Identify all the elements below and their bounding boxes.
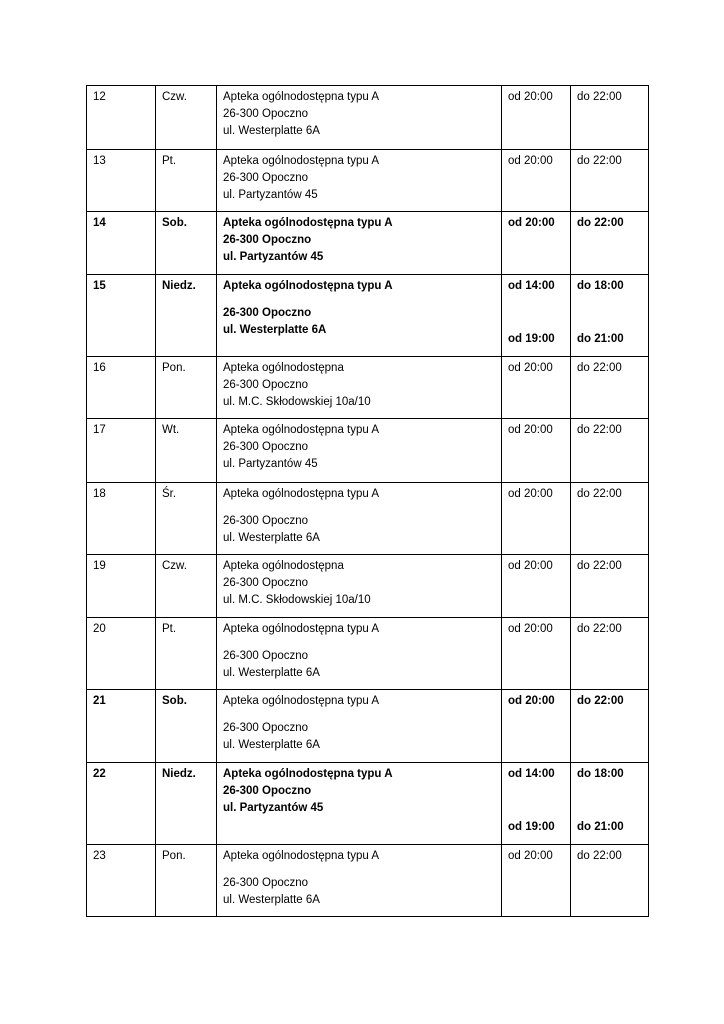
day-number-cell: 13: [87, 150, 156, 212]
day-number-cell: 23: [87, 845, 156, 917]
pharmacy-address-cell: [217, 555, 502, 618]
start-time: od 20:00: [508, 695, 555, 707]
pharmacy-name: Apteka ogólnodostępna typu A: [223, 850, 380, 862]
table-row: [87, 275, 649, 357]
opening-time-cell: [502, 618, 571, 690]
start-time: od 20:00: [508, 488, 553, 500]
pharmacy-address-cell: [217, 275, 502, 357]
day-of-week-cell: Pon.: [156, 845, 217, 917]
start-time: od 20:00: [508, 560, 553, 572]
pharmacy-name: Apteka ogólnodostępna typu A: [223, 695, 380, 707]
closing-time-cell: [571, 763, 649, 845]
pharmacy-name: Apteka ogólnodostępna typu A: [223, 623, 380, 635]
start-time: od 20:00: [508, 850, 553, 862]
table-row: [87, 763, 649, 845]
pharmacy-name: Apteka ogólnodostępna typu A: [223, 488, 380, 500]
pharmacy-postal-city: 26-300 Opoczno: [223, 307, 312, 319]
day-number-cell: 14: [87, 212, 156, 275]
end-time: do 21:00: [577, 821, 624, 833]
pharmacy-postal-city: 26-300 Opoczno: [223, 785, 312, 797]
pharmacy-address-cell: [217, 763, 502, 845]
day-of-week-cell: Sob.: [156, 690, 217, 763]
table-row: [87, 419, 649, 483]
end-time: do 18:00: [577, 280, 624, 292]
start-time: od 14:00: [508, 280, 555, 292]
closing-time-cell: [571, 150, 649, 212]
pharmacy-name: Apteka ogólnodostępna typu A: [223, 217, 393, 229]
pharmacy-postal-city: 26-300 Opoczno: [223, 577, 309, 589]
table-row: [87, 618, 649, 690]
pharmacy-street: ul. Partyzantów 45: [223, 458, 318, 470]
schedule-body: [87, 86, 649, 917]
pharmacy-street: ul. Westerplatte 6A: [223, 894, 320, 906]
opening-time-cell: [502, 763, 571, 845]
day-of-week-cell: Niedz.: [156, 275, 217, 357]
pharmacy-postal-city: 26-300 Opoczno: [223, 441, 309, 453]
pharmacy-name: Apteka ogólnodostępna typu A: [223, 768, 393, 780]
duty-schedule-table: [86, 85, 649, 917]
closing-time-cell: [571, 690, 649, 763]
pharmacy-postal-city: 26-300 Opoczno: [223, 515, 309, 527]
day-number-cell: 18: [87, 483, 156, 555]
day-of-week-cell: Wt.: [156, 419, 217, 483]
day-number-cell: 22: [87, 763, 156, 845]
pharmacy-address-cell: [217, 86, 502, 150]
pharmacy-street: ul. Westerplatte 6A: [223, 739, 320, 751]
pharmacy-name: Apteka ogólnodostępna: [223, 362, 344, 374]
pharmacy-street: ul. Partyzantów 45: [223, 189, 318, 201]
pharmacy-address-cell: [217, 150, 502, 212]
closing-time-cell: [571, 86, 649, 150]
day-number-cell: 17: [87, 419, 156, 483]
start-time: od 20:00: [508, 623, 553, 635]
pharmacy-postal-city: 26-300 Opoczno: [223, 379, 309, 391]
start-time: od 19:00: [508, 821, 555, 833]
pharmacy-name: Apteka ogólnodostępna typu A: [223, 91, 380, 103]
end-time: do 22:00: [577, 362, 622, 374]
pharmacy-address-cell: [217, 618, 502, 690]
pharmacy-address-cell: [217, 419, 502, 483]
end-time: do 22:00: [577, 155, 622, 167]
day-of-week-cell: Pon.: [156, 357, 217, 419]
closing-time-cell: [571, 483, 649, 555]
pharmacy-street: ul. M.C. Skłodowskiej 10a/10: [223, 396, 371, 408]
opening-time-cell: [502, 86, 571, 150]
opening-time-cell: [502, 357, 571, 419]
pharmacy-address-cell: [217, 483, 502, 555]
end-time: do 21:00: [577, 333, 624, 345]
closing-time-cell: [571, 419, 649, 483]
day-of-week-cell: Pt.: [156, 618, 217, 690]
pharmacy-street: ul. Westerplatte 6A: [223, 532, 320, 544]
pharmacy-street: ul. Westerplatte 6A: [223, 324, 327, 336]
pharmacy-postal-city: 26-300 Opoczno: [223, 650, 309, 662]
pharmacy-name: Apteka ogólnodostępna: [223, 560, 344, 572]
table-row: [87, 86, 649, 150]
end-time: do 22:00: [577, 850, 622, 862]
end-time: do 22:00: [577, 695, 624, 707]
pharmacy-name: Apteka ogólnodostępna typu A: [223, 424, 380, 436]
end-time: do 22:00: [577, 217, 624, 229]
pharmacy-name: Apteka ogólnodostępna typu A: [223, 280, 393, 292]
closing-time-cell: [571, 845, 649, 917]
closing-time-cell: [571, 555, 649, 618]
end-time: do 18:00: [577, 768, 624, 780]
pharmacy-address-cell: [217, 845, 502, 917]
start-time: od 20:00: [508, 155, 553, 167]
end-time: do 22:00: [577, 623, 622, 635]
day-of-week-cell: Śr.: [156, 483, 217, 555]
day-number-cell: 19: [87, 555, 156, 618]
start-time: od 20:00: [508, 91, 553, 103]
opening-time-cell: [502, 419, 571, 483]
pharmacy-street: ul. Westerplatte 6A: [223, 667, 320, 679]
end-time: do 22:00: [577, 91, 622, 103]
pharmacy-street: ul. Westerplatte 6A: [223, 125, 320, 137]
table-row: [87, 150, 649, 212]
day-number-cell: 15: [87, 275, 156, 357]
table-row: [87, 845, 649, 917]
pharmacy-address-cell: [217, 690, 502, 763]
pharmacy-postal-city: 26-300 Opoczno: [223, 877, 309, 889]
day-number-cell: 12: [87, 86, 156, 150]
pharmacy-postal-city: 26-300 Opoczno: [223, 172, 309, 184]
closing-time-cell: [571, 212, 649, 275]
pharmacy-street: ul. M.C. Skłodowskiej 10a/10: [223, 594, 371, 606]
closing-time-cell: [571, 357, 649, 419]
table-row: [87, 357, 649, 419]
start-time: od 19:00: [508, 333, 555, 345]
opening-time-cell: [502, 845, 571, 917]
end-time: do 22:00: [577, 560, 622, 572]
day-number-cell: 16: [87, 357, 156, 419]
end-time: do 22:00: [577, 424, 622, 436]
opening-time-cell: [502, 555, 571, 618]
start-time: od 20:00: [508, 362, 553, 374]
end-time: do 22:00: [577, 488, 622, 500]
pharmacy-street: ul. Partyzantów 45: [223, 802, 324, 814]
table-row: [87, 555, 649, 618]
pharmacy-street: ul. Partyzantów 45: [223, 251, 324, 263]
opening-time-cell: [502, 150, 571, 212]
opening-time-cell: [502, 275, 571, 357]
pharmacy-postal-city: 26-300 Opoczno: [223, 108, 309, 120]
start-time: od 20:00: [508, 217, 555, 229]
pharmacy-name: Apteka ogólnodostępna typu A: [223, 155, 380, 167]
day-of-week-cell: Sob.: [156, 212, 217, 275]
closing-time-cell: [571, 618, 649, 690]
start-time: od 14:00: [508, 768, 555, 780]
day-of-week-cell: Czw.: [156, 86, 217, 150]
pharmacy-postal-city: 26-300 Opoczno: [223, 722, 309, 734]
day-of-week-cell: Niedz.: [156, 763, 217, 845]
day-of-week-cell: Pt.: [156, 150, 217, 212]
opening-time-cell: [502, 483, 571, 555]
pharmacy-address-cell: [217, 357, 502, 419]
start-time: od 20:00: [508, 424, 553, 436]
table-row: [87, 690, 649, 763]
table-row: [87, 212, 649, 275]
day-number-cell: 21: [87, 690, 156, 763]
opening-time-cell: [502, 690, 571, 763]
pharmacy-postal-city: 26-300 Opoczno: [223, 234, 312, 246]
opening-time-cell: [502, 212, 571, 275]
pharmacy-address-cell: [217, 212, 502, 275]
day-of-week-cell: Czw.: [156, 555, 217, 618]
day-number-cell: 20: [87, 618, 156, 690]
closing-time-cell: [571, 275, 649, 357]
table-row: [87, 483, 649, 555]
